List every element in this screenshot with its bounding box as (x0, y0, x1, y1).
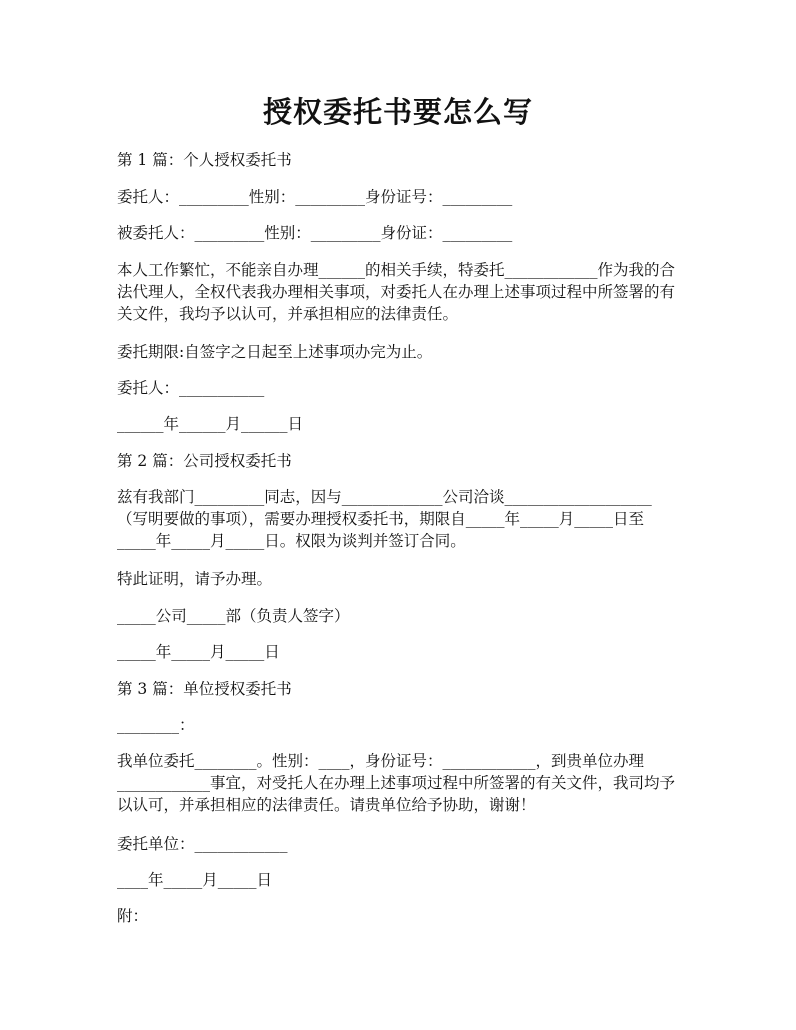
section-1-principal-line: 委托人：_________性别：_________身份证号：_________ (117, 188, 513, 206)
section-3-body-line: 我单位委托________。性别：____，身份证号：____________，到贵单位办理 (117, 752, 645, 770)
section-2-body (117, 486, 682, 552)
section-3-signature-line: 委托单位：____________ (117, 835, 288, 853)
section-1-date-line: ______年______月______日 (117, 415, 304, 433)
section-3-body-line: 以认可，并承担相应的法律责任。请贵单位给予协助，谢谢！ (117, 796, 536, 814)
section-1-body (117, 259, 682, 325)
section-2-body-line: （写明要做的事项），需要办理授权委托书，期限自_____年_____月_____日至 (117, 510, 645, 528)
section-3-heading: 第 3 篇：单位授权委托书 (117, 680, 292, 698)
section-3-body (117, 750, 682, 816)
section-1-body-line: 法代理人，全权代表我办理相关事项，对委托人在办理上述事项过程中所签署的有 (117, 283, 676, 301)
section-2-body-line: _____年_____月_____日。权限为谈判并签订合同。 (117, 532, 466, 550)
section-2-date-line: _____年_____月_____日 (117, 643, 280, 661)
section-2-signature-line: _____公司_____部（负责人签字） (117, 607, 350, 625)
section-3-body-line: ____________事宜，对受托人在办理上述事项过程中所签署的有关文件，我司均予 (117, 774, 676, 792)
section-1-signature-line: 委托人：___________ (117, 379, 265, 397)
section-3-date-line: ____年_____月_____日 (117, 871, 273, 889)
section-3-addressee-line: ________： (117, 716, 195, 734)
section-1-agent-line: 被委托人：_________性别：_________身份证：_________ (117, 224, 513, 242)
document-title: 授权委托书要怎么写 (262, 95, 533, 129)
section-1-body-line: 本人工作繁忙，不能亲自办理______的相关手续，特委托____________作为我的合 (117, 261, 676, 279)
section-3-attachment-line: 附： (117, 907, 149, 925)
section-1-heading: 第 1 篇：个人授权委托书 (117, 151, 292, 169)
section-2-heading: 第 2 篇：公司授权委托书 (117, 452, 292, 470)
section-2-body-line: 兹有我部门_________同志，因与_____________公司洽谈___________________ (117, 488, 652, 506)
section-2-certify-line: 特此证明，请予办理。 (117, 570, 273, 588)
section-1-body-line: 关文件，我均予以认可，并承担相应的法律责任。 (117, 305, 459, 323)
section-1-term-line: 委托期限:自签字之日起至上述事项办完为止。 (117, 343, 433, 361)
